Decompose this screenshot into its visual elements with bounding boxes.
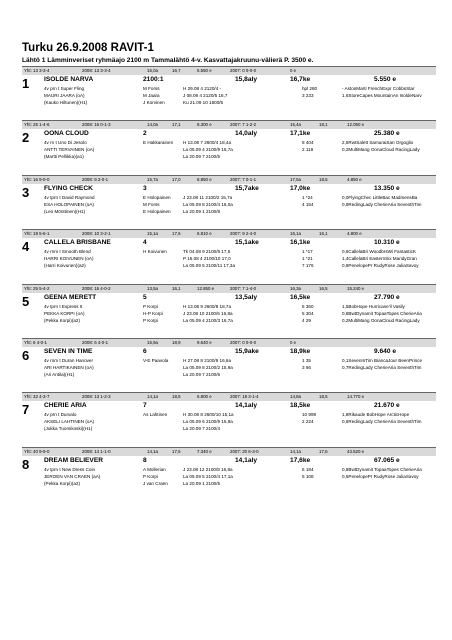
start-result: 3 233: [302, 93, 314, 98]
start-top-finishers: 0,7RedingLady CherieAria SeventhTim: [342, 364, 422, 370]
stat-value: 14,8a: [290, 394, 301, 400]
stat-value: 14,1a: [290, 448, 301, 454]
stats-bar: [22, 339, 436, 347]
record-volt: 17,0ke: [290, 184, 311, 192]
driver-history: E Hakkarainen: [143, 140, 174, 146]
previous-start: La 05.09 8 2100/4 16,0a: [183, 201, 233, 207]
horse-name: CALLELA BRISBANE: [44, 239, 111, 247]
start-number: 2: [22, 130, 30, 146]
driver-history: As Lahtinen: [143, 412, 168, 418]
stat-value: 17,6: [172, 448, 181, 454]
previous-start: La 20.09 7 2100/4: [183, 426, 221, 432]
stat-value: 0 e: [290, 68, 297, 73]
stat-value: 17,1: [172, 122, 181, 128]
start-top-finishers: 2,5RwtSalett SamuraiSan Orgoglio: [342, 140, 414, 146]
owner-info: (Pekka Korpi)(a2): [44, 480, 80, 486]
owner-info: (Kauko Hiltunen)(H1): [44, 100, 88, 105]
stat-value: 2007: 7 1-2-2: [230, 122, 257, 128]
driver-name: PEKKA KORPI (oA): [44, 310, 85, 316]
post-position: 5: [143, 293, 147, 301]
prize-money: 13.350 e: [374, 184, 400, 192]
start-result: 4 154: [302, 201, 314, 207]
start-result: 2 118: [302, 147, 314, 153]
start-top-finishers: 0,8BwtDynamit TopaaTopes CherieAria: [342, 310, 422, 316]
stat-value: 16,5: [319, 285, 328, 291]
stat-value: 17,6: [319, 448, 328, 454]
stat-value: 5.550 e: [197, 68, 212, 73]
driver-history: E Holopainen: [143, 194, 171, 200]
start-top-finishers: 0,2MultiMang OonaCloud RacingLady: [342, 317, 420, 323]
stat-value: 15,0a: [147, 68, 158, 73]
stat-value: 15,7a: [147, 176, 158, 182]
previous-start: Tk 04.08 9 2100/9 17,5: [183, 249, 231, 255]
stat-value: 15,1a: [147, 231, 158, 237]
owner-info: (Harri Koivunen)(a2): [44, 263, 86, 269]
driver-name: ARI HARTIKAINEN (oA): [44, 364, 94, 370]
start-top-finishers: 0,0FlyingChec LittleBac MadmensBa: [342, 194, 418, 200]
stat-value: 4.800 e: [347, 231, 362, 237]
previous-start: La 20.09 7 2100/6: [183, 371, 221, 377]
horse-name: OONA CLOUD: [44, 130, 89, 138]
prize-money: 21.670 e: [374, 402, 400, 410]
race-entries: [22, 66, 436, 501]
previous-start: H 30.08 8 2600/10 15,1a: [183, 412, 234, 418]
record-volt: 16,5ke: [290, 293, 311, 301]
start-top-finishers: 1,4CallelaBri EasternSix MandyGran: [342, 256, 417, 262]
driver-name: ANTTI TERVAINEN (oA): [44, 147, 95, 153]
horse-entry: [22, 66, 436, 120]
stat-value: 9.640 e: [197, 339, 212, 345]
start-result: 8 404: [302, 140, 314, 146]
previous-start: J 08.09 4 2120/5 16,7: [183, 93, 228, 98]
stat-value: 16,1: [172, 285, 181, 291]
record-auto: 13,5aly: [235, 293, 257, 301]
record-volt: 18,5ke: [290, 402, 311, 410]
driver-history: E Holopainen: [143, 208, 171, 214]
stat-value: 4.850 e: [347, 176, 362, 182]
stat-value: 12.850 e: [197, 285, 215, 291]
horse-info: 4v prn t Super Fling: [44, 86, 85, 91]
stat-value: 16,1: [319, 231, 328, 237]
owner-info: (Pekka Korpi)(a2): [44, 317, 80, 323]
start-top-finishers: 0,6CallelaBri WoodbrsWi FantasticK: [342, 249, 416, 255]
previous-start: H 13.08 9 2600/8 18,7a: [183, 303, 232, 309]
horse-name: DREAM BELIEVER: [44, 456, 103, 464]
stat-value: 17,6: [172, 231, 181, 237]
start-number: 4: [22, 239, 30, 255]
start-result: 2 224: [302, 419, 314, 425]
start-result: 1 35: [302, 357, 311, 363]
start-top-finishers: 1,5BobHope Hurricane'il Vasily: [342, 303, 405, 309]
driver-history: P Korpi: [143, 473, 158, 479]
prize-money: 9.640 e: [374, 347, 396, 355]
previous-start: La 20.09 1 2100/8: [183, 208, 221, 214]
stat-value: 2007: 9 2-4-0: [230, 231, 257, 237]
race-subtitle: Lähtö 1 Lämminveriset ryhmäajo 2100 m Tammalähtö 4-v. Kasvattajakruunu-välierä P. 3500 e.: [22, 57, 314, 64]
horse-info: 4v rn t Uno Di Jesolo: [44, 140, 87, 146]
stat-value: 14,1a: [147, 448, 158, 454]
record-auto: 14,1aly: [235, 456, 257, 464]
previous-start: P 15.08 4 2100/10 17,0: [183, 256, 231, 262]
record-auto: 15,7ake: [235, 184, 259, 192]
stat-value: 7.340 e: [197, 448, 212, 454]
prize-money: 25.380 e: [374, 130, 400, 138]
stat-value: 8.850 e: [197, 176, 212, 182]
stat-value: 0 e: [290, 339, 297, 345]
horse-entry: [22, 284, 436, 338]
start-result: hpl 280: [302, 86, 318, 91]
stat-value: 18,5: [172, 394, 181, 400]
previous-start: La 05.09 4 2100/3 16,7a: [183, 317, 233, 323]
driver-name: JEROEN VAN CRAEN (aA): [44, 473, 101, 479]
start-top-finishers: 0,2MultiMang OonaCloud RacingLady: [342, 147, 420, 153]
horse-entry: [22, 392, 436, 446]
record-volt: 17,6ke: [290, 456, 311, 464]
post-position: 8: [143, 456, 147, 464]
stat-value: 15.240 e: [347, 285, 365, 291]
previous-start: J 23.08 11 2100/2 15,7a: [183, 194, 233, 200]
stat-value: 13,5a: [147, 285, 158, 291]
stat-value: 18,5: [319, 394, 328, 400]
driver-history: M Forss: [143, 201, 160, 207]
stats-bar: [22, 285, 436, 293]
stat-value: Yht: 6 4-0-1: [24, 339, 47, 345]
stat-value: 14,0a: [147, 122, 158, 128]
start-top-finishers: 1,6StoreCapes MountainAn IsoldeNarv: [342, 93, 422, 98]
driver-name: AKSELI LAHTINEN (oA): [44, 419, 95, 425]
driver-history: J van Craen: [143, 480, 168, 486]
stat-value: 2008: 16 4-0-2: [82, 285, 111, 291]
previous-start: La 05.09 5 2100/11 17,3a: [183, 263, 236, 269]
horse-name: GEENA MERETT: [44, 293, 97, 301]
owner-info: (Jukka Tuomikoski)(H1): [44, 426, 93, 432]
horse-name: FLYING CHECK: [44, 184, 93, 192]
previous-start: H 27.08 8 2100/9 16,6a: [183, 357, 232, 363]
driver-history: J Korvinen: [143, 100, 165, 105]
stat-value: 16,3a: [290, 285, 301, 291]
start-top-finishers: 0,9RedingLady CherieAria SeventhTim: [342, 201, 422, 207]
previous-start: La 05.09 6 2100/9 15,9a: [183, 419, 233, 425]
stat-value: 18,9: [172, 339, 181, 345]
page-title: Turku 26.9.2008 RAVIT-1: [22, 42, 154, 54]
post-position: 2: [143, 130, 147, 138]
stats-bar: [22, 176, 436, 184]
stats-bar: [22, 448, 436, 456]
record-auto: 15,8aly: [235, 76, 257, 83]
start-result: 1 *24: [302, 194, 313, 200]
post-position: 2100:1: [143, 76, 164, 83]
stat-value: 6.810 e: [197, 231, 212, 237]
horse-info: 4v tprn t David Raymond: [44, 194, 95, 200]
driver-name: HARRI KOIVUNEN (oA): [44, 256, 94, 262]
stat-value: 18,1: [319, 122, 328, 128]
start-result: 10 999: [302, 412, 317, 418]
start-top-finishers: 0,1SevenInTim BiancaJour BeenPrince: [342, 357, 423, 363]
owner-info: (Leo Mönttinen)(H1): [44, 208, 86, 214]
driver-name: ESA HOLOPAINEN (oA): [44, 201, 94, 207]
stat-value: 2008: 14 1-1-0: [82, 448, 111, 454]
prize-money: 10.310 e: [374, 239, 400, 247]
stat-value: Yht: 40 9-9-0: [24, 448, 50, 454]
start-number: 8: [22, 456, 30, 472]
horse-entry: [22, 447, 436, 501]
post-position: 4: [143, 239, 147, 247]
record-volt: 16,1ke: [290, 239, 311, 247]
stat-value: 2007: 20 6-3-0: [230, 448, 259, 454]
post-position: 6: [143, 347, 147, 355]
horse-name: ISOLDE NARVA: [44, 76, 94, 83]
stat-value: Yht: 19 5-6-1: [24, 231, 50, 237]
stat-value: Yht: 32 4-3-7: [24, 394, 50, 400]
start-result: 1 *17: [302, 249, 313, 255]
start-top-finishers: 0,8BwtDynamit TopaaTopes CherieAria: [342, 466, 422, 472]
previous-start: La 05.09 8 2100/2 15,9a: [183, 364, 233, 370]
start-result: 1 *21: [302, 256, 313, 262]
stat-value: Yht: 16 9-0-0: [24, 176, 50, 182]
record-auto: 14,1aly: [235, 402, 257, 410]
start-top-finishers: 0,5PenelopePr RudyRose JuliaSavoy: [342, 473, 419, 479]
prize-money: 5.550 e: [374, 76, 396, 83]
stat-value: 12.050 e: [347, 122, 365, 128]
start-result: 4 29: [302, 317, 311, 323]
stat-value: 6.800 e: [197, 394, 212, 400]
record-auto: 14,0aly: [235, 130, 257, 138]
driver-history: P Korpi: [143, 303, 158, 309]
previous-start: J 23.08 12 2100/8 16,8a: [183, 466, 233, 472]
driver-history: H-P Korpi: [143, 310, 163, 316]
start-number: 5: [22, 293, 30, 309]
start-top-finishers: 0,8PenelopePr RudyRose JuliaSavoy: [342, 263, 419, 269]
stat-value: 2007: 19 3-1-4: [230, 394, 259, 400]
owner-info: (Ari Antila)(H1): [44, 371, 75, 377]
previous-start: La 05.09 4 2100/9 16,7a: [183, 147, 233, 153]
stat-value: 2008: 16 0-1-3: [82, 122, 111, 128]
horse-entry: [22, 120, 436, 174]
driver-history: A Mollerian: [143, 466, 166, 472]
driver-name: MAURI JAARA (oA): [44, 93, 85, 98]
horse-info: 4v prn t Durvalo: [44, 412, 77, 418]
start-result: 3 66: [302, 364, 311, 370]
horse-name: CHERIE ARIA: [44, 402, 87, 410]
stats-bar: [22, 67, 436, 75]
stat-value: 15,4a: [290, 122, 301, 128]
horse-entry: [22, 338, 436, 392]
start-number: 6: [22, 347, 30, 363]
stat-value: Yht: 25 5-4-2: [24, 285, 50, 291]
previous-start: H 13.08 7 2600/4 18,4a: [183, 140, 232, 146]
driver-history: M Jaara: [143, 93, 160, 98]
post-position: 7: [143, 402, 147, 410]
horse-info: 4v rnm t Smooth Blend: [44, 249, 91, 255]
start-result: 5 304: [302, 310, 314, 316]
stat-value: 15,9a: [147, 339, 158, 345]
horse-info: 4v tprn t Express It: [44, 303, 83, 309]
start-top-finishers: - AstonMarti FrenchExpr CobbsStar: [342, 86, 415, 91]
stats-bar: [22, 393, 436, 401]
record-auto: 15,1ake: [235, 239, 259, 247]
previous-start: J 23.08 10 2100/6 16,8a: [183, 310, 233, 316]
previous-start: La 20.09 7 2100/5: [183, 154, 221, 160]
stat-value: 14,1a: [147, 394, 158, 400]
post-position: 3: [143, 184, 147, 192]
previous-start: H 29.08 4 2120/4 -: [183, 86, 222, 91]
stat-value: 2008: 13 3-3-4: [82, 68, 111, 73]
record-volt: 17,1ke: [290, 130, 311, 138]
stat-value: Yht: 13 3-3-4: [24, 68, 50, 73]
driver-history: P Korpi: [143, 317, 158, 323]
start-number: 7: [22, 402, 30, 418]
owner-info: (Martti Pellikka)(a1): [44, 154, 84, 160]
stat-value: 8.300 e: [197, 122, 212, 128]
stat-value: 2007: 0 0-0-0: [230, 339, 257, 345]
horse-info: 4v tprn t New Dress Coin: [44, 466, 96, 472]
stat-value: 2008: 10 3-2-1: [82, 231, 111, 237]
stats-bar: [22, 121, 436, 129]
prize-money: 27.790 e: [374, 293, 400, 301]
record-volt: 16,7ke: [290, 76, 311, 83]
stat-value: 14.770 e: [347, 394, 365, 400]
horse-entry: [22, 229, 436, 283]
record-volt: 18,9ke: [290, 347, 311, 355]
start-number: 3: [22, 184, 30, 200]
horse-name: SEVEN IN TIME: [44, 347, 93, 355]
driver-history: M Forss: [143, 86, 160, 91]
stat-value: 17,5a: [290, 176, 301, 182]
stat-value: 18,5: [319, 176, 328, 182]
prize-money: 67.065 e: [374, 456, 400, 464]
previous-start: La 20.09 1 2100/5: [183, 480, 221, 486]
horse-info: 4v rnm t Duran Hanover: [44, 357, 94, 363]
previous-start: La 05.09 5 2100/4 17,1a: [183, 473, 233, 479]
stat-value: 2008: 13 1-2-3: [82, 394, 111, 400]
stat-value: Yht: 25 1-4-6: [24, 122, 50, 128]
stat-value: 16,7: [172, 68, 181, 73]
start-result: 6 360: [302, 303, 314, 309]
start-result: 6 184: [302, 466, 314, 472]
stat-value: 43.520 e: [347, 448, 365, 454]
start-number: 1: [22, 76, 30, 91]
stat-value: 2007: 7 1-4-0: [230, 285, 257, 291]
driver-history: H Koivunen: [143, 249, 167, 255]
stats-bar: [22, 230, 436, 238]
start-result: 7 176: [302, 263, 314, 269]
start-top-finishers: 1,8Rikaude BobHope ArcticHope: [342, 412, 410, 418]
start-top-finishers: 0,6RedingLady CherieAria SeventhTim: [342, 419, 422, 425]
stat-value: 2008: 9 2-0-1: [82, 176, 109, 182]
stat-value: 2007: 0 0-0-0: [230, 68, 257, 73]
horse-entry: [22, 175, 436, 229]
driver-history: V-E Paavola: [143, 357, 169, 363]
stat-value: 16,1a: [290, 231, 301, 237]
stat-value: 2008: 6 4-0-1: [82, 339, 109, 345]
record-auto: 15,9ake: [235, 347, 259, 355]
start-result: 5 108: [302, 473, 314, 479]
previous-start: Ku 21.09 10 1600/5: [183, 100, 224, 105]
stat-value: 17,0: [172, 176, 181, 182]
stat-value: 2007: 7 0-1-1: [230, 176, 257, 182]
